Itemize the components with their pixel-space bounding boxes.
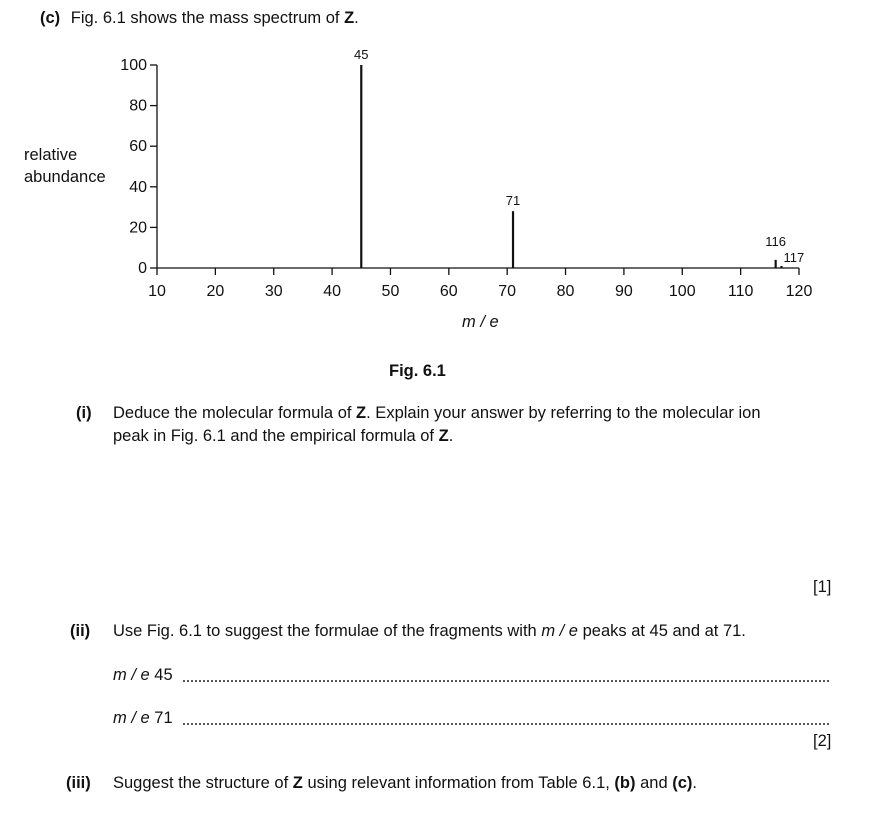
question-iii-text bbox=[113, 774, 697, 793]
y-tick-label: 40 bbox=[129, 178, 147, 196]
x-tick-label: 70 bbox=[498, 283, 517, 300]
x-tick-label: 40 bbox=[323, 283, 341, 300]
x-tick-label: 20 bbox=[206, 283, 225, 300]
period: . bbox=[692, 774, 697, 792]
y-axis-label-line1: relative bbox=[24, 146, 78, 164]
answer-line-45[interactable] bbox=[183, 680, 829, 682]
x-tick-label: 50 bbox=[381, 283, 400, 300]
peak-label-71: 71 bbox=[505, 193, 521, 209]
peak-label-116: 116 bbox=[765, 233, 787, 249]
x-tick-label: 30 bbox=[264, 283, 283, 300]
y-tick-label: 0 bbox=[138, 260, 147, 277]
x-tick-label: 60 bbox=[439, 283, 458, 300]
y-tick-label: 60 bbox=[129, 138, 147, 156]
marks-ii: [2] bbox=[813, 732, 832, 750]
x-tick-label: 110 bbox=[727, 283, 754, 300]
question-i-line1 bbox=[113, 404, 761, 423]
y-tick-label: 20 bbox=[129, 219, 147, 237]
part-c-text: Fig. 6.1 shows the mass spectrum of bbox=[70, 9, 340, 27]
peak-label-45: 45 bbox=[354, 47, 369, 62]
compound-z: Z bbox=[438, 427, 449, 445]
question-iii-text-mid: using relevant information from Table 6.1, bbox=[307, 774, 610, 792]
x-tick-label: 90 bbox=[615, 283, 633, 300]
compound-z: Z bbox=[356, 404, 367, 422]
mass-spectrum-chart bbox=[0, 0, 871, 340]
ref-b: (b) bbox=[614, 774, 636, 792]
question-i-label: (i) bbox=[76, 404, 92, 422]
y-tick-label: 80 bbox=[129, 97, 147, 115]
question-ii-text-end: peaks at 45 and at 71. bbox=[582, 622, 746, 640]
answer-label-71 bbox=[113, 709, 173, 728]
mass-value-45: 45 bbox=[154, 666, 173, 684]
answer-label-45 bbox=[113, 666, 173, 685]
question-iii-label: (iii) bbox=[66, 774, 91, 792]
question-i-text-cont: . Explain your answer by referring to the molecular ion bbox=[366, 404, 761, 422]
m-over-e: m / e bbox=[113, 709, 150, 727]
question-i-text: Deduce the molecular formula of bbox=[113, 404, 352, 422]
question-ii-text bbox=[113, 622, 746, 641]
question-ii-text-start: Use Fig. 6.1 to suggest the formulae of the fragments with bbox=[113, 622, 537, 640]
question-i-text: peak in Fig. 6.1 and the empirical formula of bbox=[113, 427, 435, 445]
figure-caption: Fig. 6.1 bbox=[389, 362, 446, 380]
x-tick-label: 80 bbox=[556, 283, 575, 300]
peak-label-117: 117 bbox=[783, 249, 805, 265]
question-ii-label: (ii) bbox=[70, 622, 91, 640]
question-iii-and: and bbox=[640, 774, 668, 792]
compound-z: Z bbox=[292, 774, 303, 792]
compound-z: Z bbox=[344, 9, 355, 27]
ref-c: (c) bbox=[672, 774, 693, 792]
part-label: (c) bbox=[40, 9, 61, 27]
x-tick-label: 100 bbox=[668, 283, 696, 300]
question-iii-text-start: Suggest the structure of bbox=[113, 774, 289, 792]
mass-value-71: 71 bbox=[154, 709, 173, 727]
m-over-e: m / e bbox=[541, 622, 578, 640]
y-tick-label: 100 bbox=[120, 57, 147, 74]
x-axis-label: m / e bbox=[462, 313, 499, 331]
period: . bbox=[354, 9, 359, 27]
marks-i: [1] bbox=[813, 578, 832, 596]
x-tick-label: 10 bbox=[148, 283, 166, 300]
x-tick-label: 120 bbox=[785, 283, 813, 300]
m-over-e: m / e bbox=[113, 666, 150, 684]
answer-line-71[interactable] bbox=[183, 723, 829, 725]
period: . bbox=[448, 427, 454, 445]
y-axis-label-line2: abundance bbox=[24, 168, 106, 186]
question-i-line2 bbox=[113, 427, 453, 446]
